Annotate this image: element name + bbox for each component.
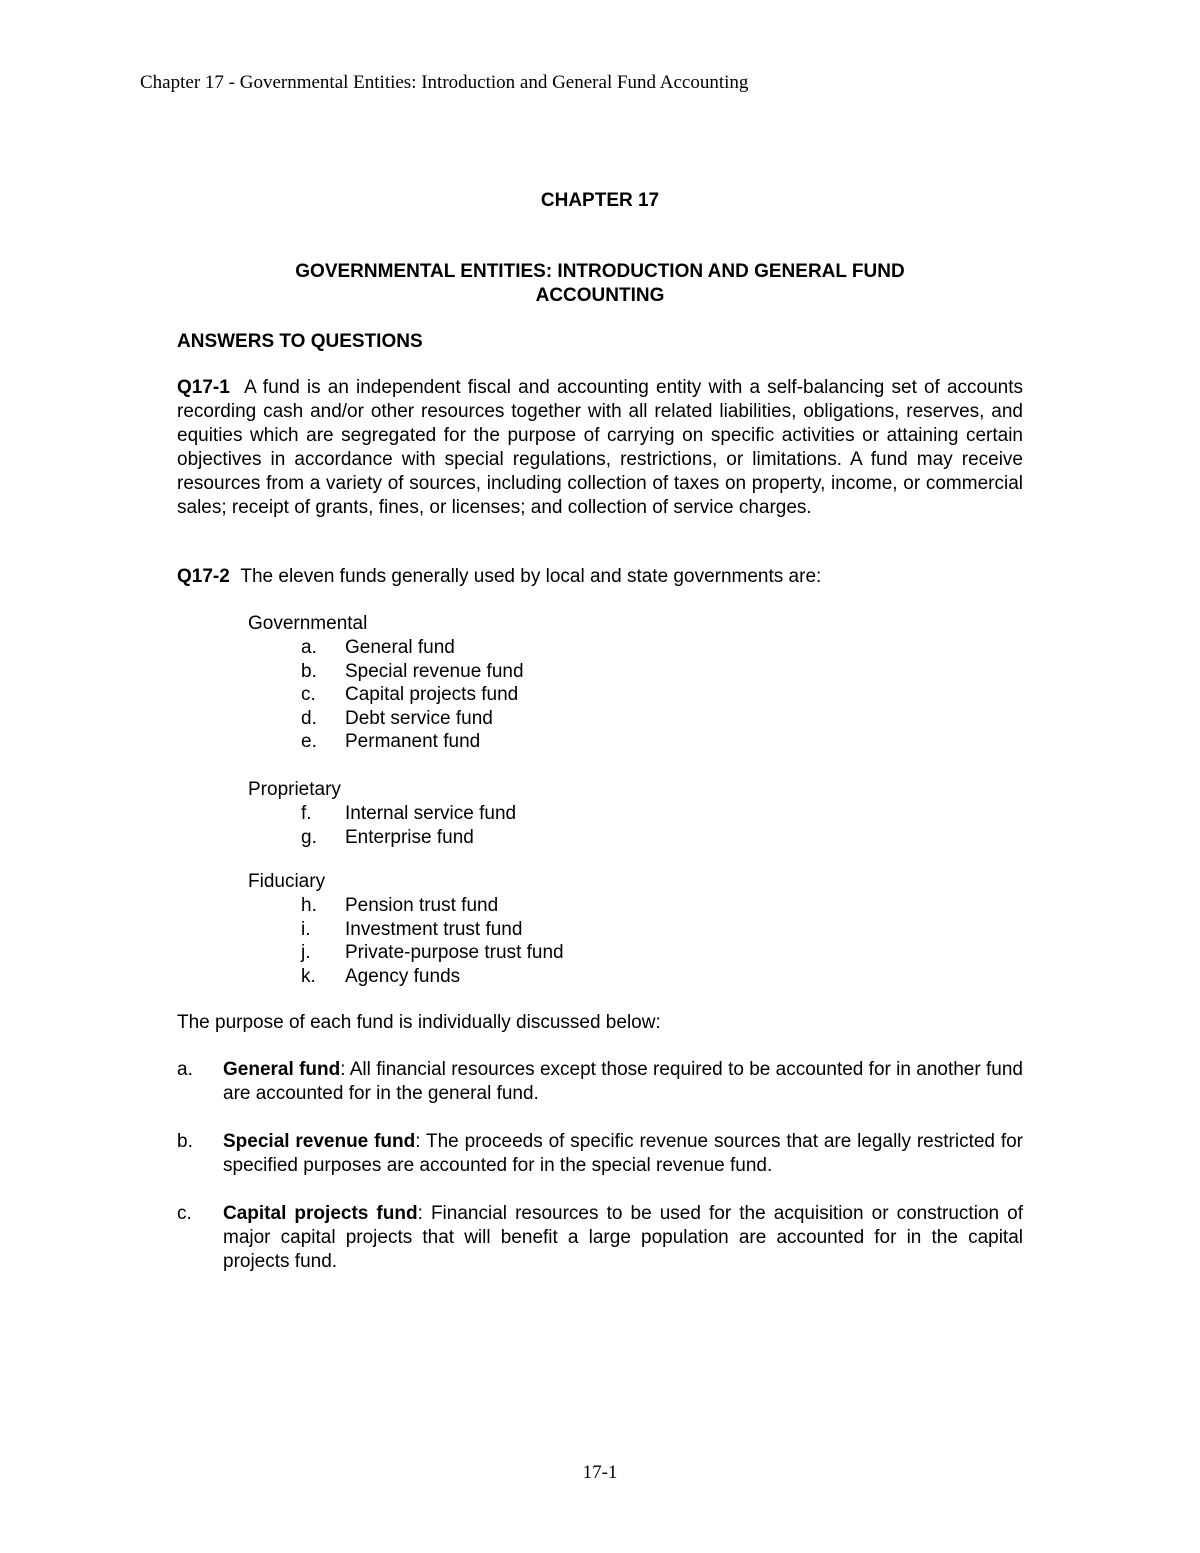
- definition-term: Capital projects fund: [223, 1203, 418, 1224]
- list-item: f. Internal service fund: [301, 803, 517, 824]
- list-item: e. Permanent fund: [301, 731, 481, 753]
- definition-term: General fund: [223, 1059, 341, 1080]
- fund-group-name: Proprietary: [248, 779, 341, 800]
- definition-item: b. Special revenue fund: The proceeds of specific revenue sources that are legally restricted for specified purposes are accounted for in the special revenue fund.: [177, 1131, 1023, 1176]
- definition-item: a. General fund: All financial resources except those required to be accounted for in another fund are accounted for in the general fund.: [177, 1059, 1023, 1104]
- question-q17-1: [177, 376, 1023, 520]
- chapter-title-line2: ACCOUNTING: [535, 285, 665, 306]
- fund-group-fiduciary: [248, 870, 564, 988]
- fund-definitions: [177, 1058, 1023, 1298]
- list-item: a. General fund: [301, 637, 455, 658]
- chapter-title: [0, 260, 1200, 308]
- page-number: 17-1: [582, 1462, 618, 1483]
- chapter-number: CHAPTER 17: [540, 190, 660, 211]
- fund-group-proprietary: [248, 778, 516, 849]
- question-label: Q17-2: [177, 566, 230, 587]
- definition-term: Special revenue fund: [223, 1131, 416, 1152]
- question-text: A fund is an independent fiscal and accounting entity with a self-balancing set of accounts recording cash and/or other resources together with all related liabilities, obligations, reserves, and equities which are segregated for the purpose of carrying on specific activities or attaining certain objectives in accordance with special regulations, restrictions, or limitations. A fund may receive resources from a variety of sources, including collection of taxes on property, income, or commercial sales; receipt of grants, fines, or licenses; and collection of service charges.: [177, 377, 1023, 518]
- section-heading: ANSWERS TO QUESTIONS: [177, 331, 423, 352]
- chapter-title-line1: GOVERNMENTAL ENTITIES: INTRODUCTION AND GENERAL FUND: [295, 261, 905, 282]
- fund-group-name: Governmental: [248, 613, 368, 634]
- running-header: Chapter 17 - Governmental Entities: Introduction and General Fund Accounting: [140, 72, 749, 93]
- fund-group-name: Fiduciary: [248, 871, 326, 892]
- fund-group-governmental: [248, 612, 524, 754]
- definition-item: c. Capital projects fund: Financial resources to be used for the acquisition or construction of major capital projects that will benefit a large population are accounted for in the capital projects fund.: [177, 1203, 1023, 1272]
- list-item: i. Investment trust fund: [301, 918, 523, 940]
- list-item: b. Special revenue fund: [301, 660, 524, 682]
- list-item: h. Pension trust fund: [301, 895, 499, 916]
- list-item: c. Capital projects fund: [301, 684, 519, 706]
- purpose-intro: The purpose of each fund is individually discussed below:: [177, 1012, 661, 1033]
- question-text: The eleven funds generally used by local and state governments are:: [240, 566, 822, 587]
- question-label: Q17-1: [177, 377, 230, 398]
- question-q17-2: [177, 565, 1023, 589]
- list-item: g. Enterprise fund: [301, 826, 474, 848]
- list-item: k. Agency funds: [301, 965, 461, 987]
- list-item: j. Private-purpose trust fund: [301, 942, 564, 964]
- list-item: d. Debt service fund: [301, 707, 493, 729]
